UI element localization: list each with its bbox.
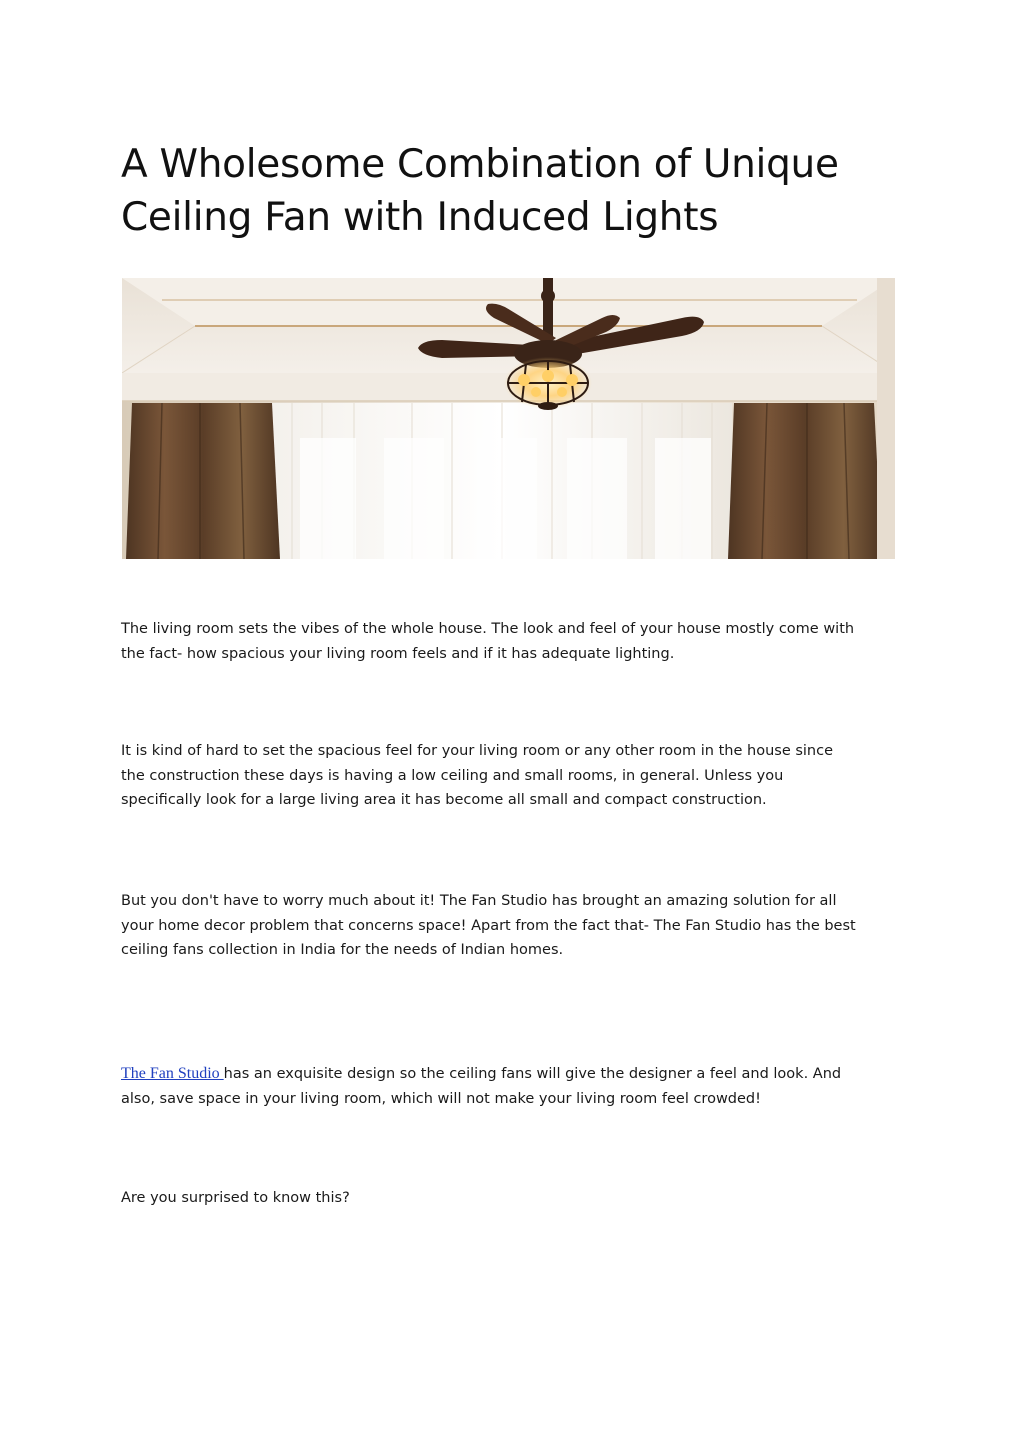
- paragraph-3-line-3: ceiling fans collection in India for the needs of Indian homes.: [121, 942, 564, 958]
- paragraph-2-line-2: the construction these days is having a low ceiling and small rooms, in general. Unless you: [121, 767, 784, 784]
- paragraph-3-line-2: your home decor problem that concerns space! Apart from the fact that- The Fan Studio has the best: [121, 917, 856, 934]
- paragraph-2: [121, 739, 911, 813]
- paragraph-5: [121, 1186, 911, 1211]
- paragraph-3-line-1: But you don't have to worry much about it! The Fan Studio has brought an amazing solution for all: [121, 893, 837, 909]
- paragraph-1-line-1: The living room sets the vibes of the whole house. The look and feel of your house mostly come with: [121, 621, 855, 637]
- paragraph-4-line-2: also, save space in your living room, which will not make your living room feel crowded!: [121, 1090, 761, 1107]
- paragraph-3: [121, 889, 911, 963]
- ceiling-fan-room-photo: [122, 278, 895, 559]
- title-line-2: Ceiling Fan with Induced Lights: [121, 195, 719, 240]
- paragraph-4-line-1: has an exquisite design so the ceiling fans will give the designer a feel and look. And: [223, 1066, 842, 1082]
- title-line-1: A Wholesome Combination of Unique: [121, 142, 839, 187]
- the-fan-studio-link[interactable]: The Fan Studio: [121, 1065, 224, 1082]
- paragraph-1-line-2: the fact- how spacious your living room feels and if it has adequate lighting.: [121, 645, 675, 662]
- paragraph-4: [121, 1062, 911, 1111]
- paragraph-1: [121, 617, 911, 666]
- page-title: [121, 138, 921, 244]
- paragraph-2-line-3: specifically look for a large living area it has become all small and compact construction.: [121, 792, 767, 808]
- hero-image: [122, 278, 895, 559]
- paragraph-2-line-1: It is kind of hard to set the spacious feel for your living room or any other room in the house since: [121, 743, 834, 759]
- paragraph-5-line-1: Are you surprised to know this?: [121, 1190, 350, 1206]
